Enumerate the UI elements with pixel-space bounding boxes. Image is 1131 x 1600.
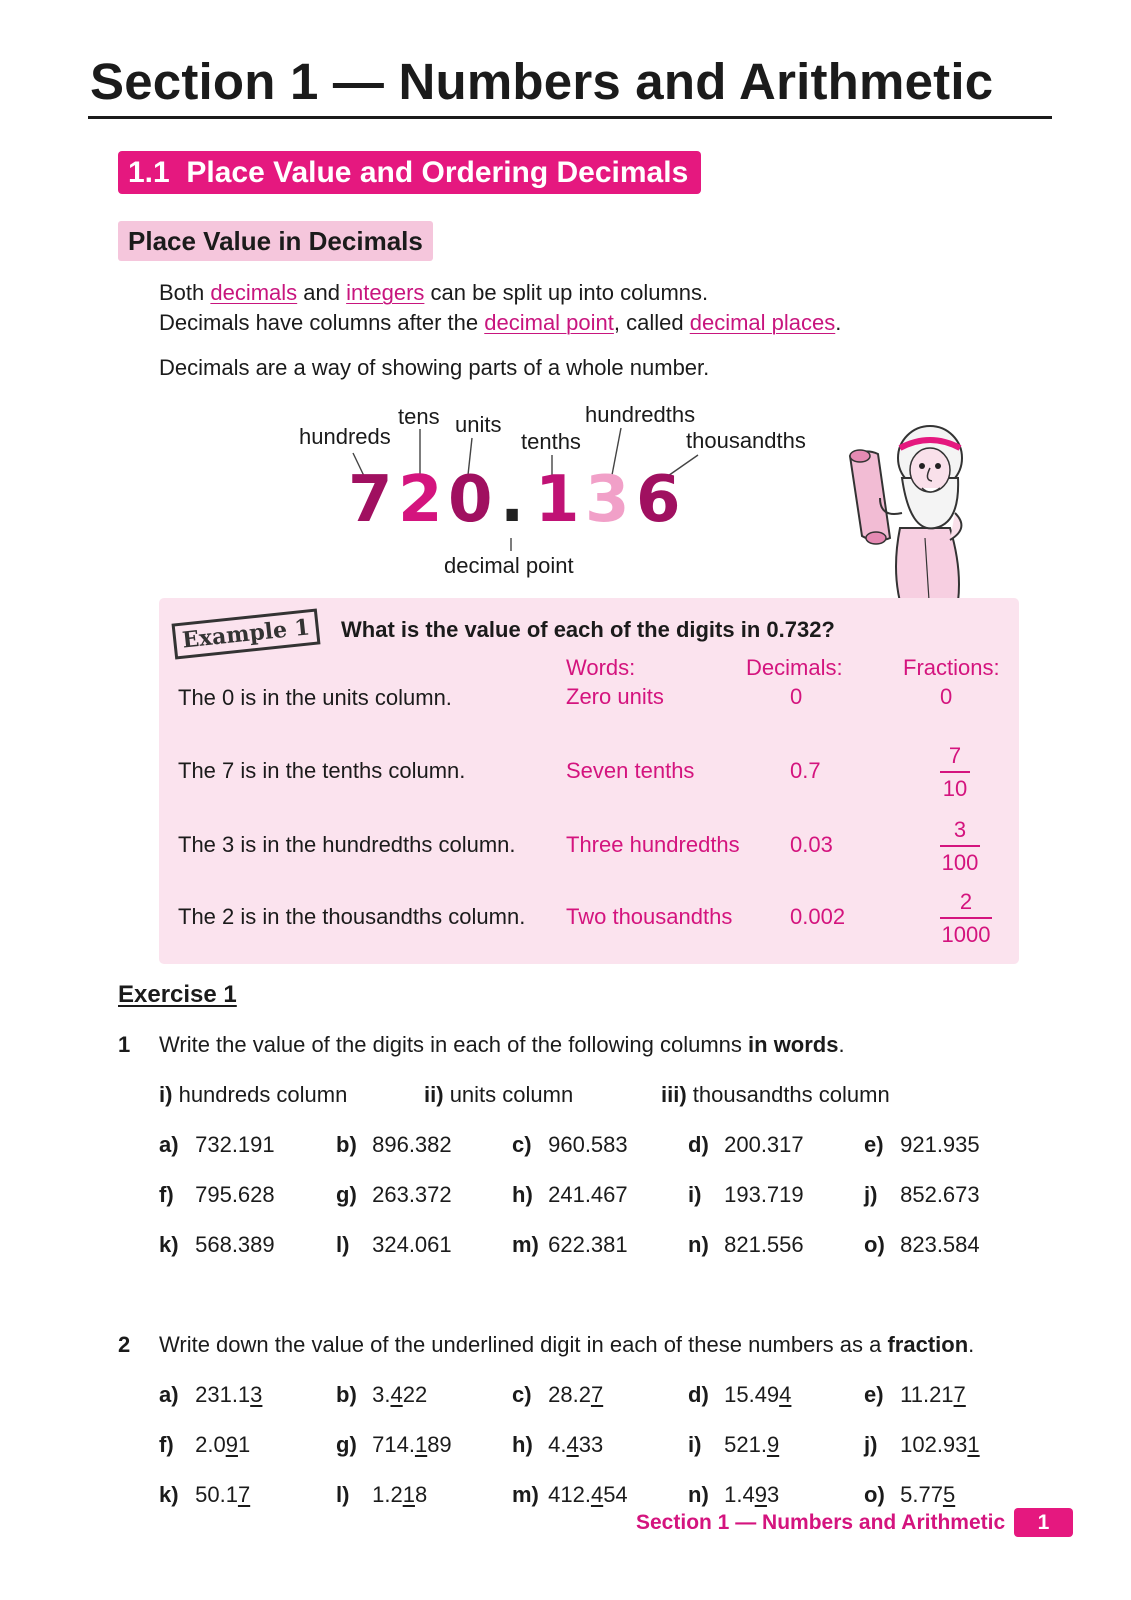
example-row-text: The 0 is in the units column.: [178, 685, 452, 710]
subsection-banner: 1.1 Place Value and Ordering Decimals: [118, 151, 701, 194]
exercise-item: j) 102.931: [864, 1432, 980, 1457]
digit-tens: 2: [398, 463, 443, 537]
exercise-item: d) 15.494: [688, 1382, 792, 1407]
exercise-heading: Exercise 1: [118, 981, 237, 1008]
question-number: 1: [118, 1032, 131, 1057]
example-row-text: The 7 is in the tenths column.: [178, 758, 466, 783]
integers-link[interactable]: integers: [346, 280, 425, 305]
digit-thousandths: 6: [636, 463, 681, 537]
example-row-fraction: 2 1000: [941, 889, 991, 947]
footer-section-title: Section 1 — Numbers and Arithmetic: [636, 1511, 1006, 1534]
digit-units: 0: [448, 463, 493, 537]
example-row-decimal: 0: [790, 684, 803, 709]
example-row-words: Seven tenths: [566, 758, 695, 783]
decimals-link[interactable]: decimals: [210, 280, 298, 305]
example-row-decimal: 0.002: [790, 904, 846, 929]
exercise-item: j) 852.673: [864, 1182, 980, 1207]
exercise-item: h) 4.433: [512, 1432, 604, 1457]
section-title: Section 1 — Numbers and Arithmetic: [90, 53, 994, 110]
decimal-places-link[interactable]: decimal places: [689, 310, 836, 335]
example-row-words: Three hundredths: [566, 832, 740, 857]
exercise-item: c) 960.583: [512, 1132, 628, 1157]
exercise-item: b) 3.422: [336, 1382, 428, 1407]
exercise-item: e) 11.217: [864, 1382, 966, 1407]
label-hundreds: hundreds: [299, 424, 391, 449]
label-tens: tens: [398, 404, 440, 429]
intro-line-1: Both decimals and integers can be split up into columns.: [159, 280, 709, 305]
exercise-item: n) 821.556: [688, 1232, 804, 1257]
exercise-item: k) 568.389: [159, 1232, 275, 1257]
exercise-item: l) 1.218: [336, 1482, 428, 1507]
intro-line-2: Decimals have columns after the decimal point, called decimal places.: [159, 310, 842, 335]
label-units: units: [455, 412, 502, 437]
example-row-text: The 2 is in the thousandths column.: [178, 904, 526, 929]
question-text: Write down the value of the underlined digit in each of these numbers as a fraction.: [159, 1332, 975, 1357]
exercise-item: b) 896.382: [336, 1132, 452, 1157]
question-part: iii) thousandths column: [661, 1082, 890, 1107]
label-tenths: tenths: [521, 429, 581, 454]
example-question: What is the value of each of the digits in 0.732?: [341, 617, 835, 642]
exercise-item: h) 241.467: [512, 1182, 628, 1207]
example-row-decimal: 0.7: [790, 758, 821, 783]
digit-point: .: [500, 463, 525, 537]
exercise-item: e) 921.935: [864, 1132, 980, 1157]
exercise-item: a) 231.13: [159, 1382, 263, 1407]
question-text: Write the value of the digits in each of the following columns in words.: [159, 1032, 845, 1057]
exercise-item: m) 622.381: [512, 1232, 628, 1257]
example-row-words: Two thousandths: [566, 904, 733, 929]
exercise-item: f) 795.628: [159, 1182, 275, 1207]
page-number-badge: 1: [1014, 1508, 1073, 1537]
exercise-item: i) 193.719: [688, 1182, 804, 1207]
digit-tenths: 1: [535, 463, 580, 537]
example-row-words: Zero units: [566, 684, 664, 709]
exercise-item: g) 263.372: [336, 1182, 452, 1207]
decimal-point-link[interactable]: decimal point: [484, 310, 614, 335]
exercise-item: k) 50.17: [159, 1482, 251, 1507]
exercise-item: f) 2.091: [159, 1432, 251, 1457]
exercise-item: c) 28.27: [512, 1382, 604, 1407]
exercise-item: i) 521.9: [688, 1432, 780, 1457]
exercise-item: a) 732.191: [159, 1132, 275, 1157]
exercise-item: n) 1.493: [688, 1482, 780, 1507]
exercise-item: o) 823.584: [864, 1232, 980, 1257]
exercise-item: g) 714.189: [336, 1432, 452, 1457]
example-row-fraction: 0: [940, 684, 953, 709]
header-fractions: Fractions:: [903, 655, 1000, 680]
intro-line-3: Decimals are a way of showing parts of a whole number.: [159, 355, 710, 380]
exercise-item: m) 412.454: [512, 1482, 628, 1507]
example-row-text: The 3 is in the hundredths column.: [178, 832, 516, 857]
example-row-decimal: 0.03: [790, 832, 833, 857]
exercise-item: l) 324.061: [336, 1232, 452, 1257]
example-stamp: Example 1: [172, 608, 321, 659]
exercise-item: d) 200.317: [688, 1132, 804, 1157]
example-row-fraction: 7 10: [940, 742, 970, 802]
topic-banner: Place Value in Decimals: [118, 221, 433, 261]
exercise-item: o) 5.775: [864, 1482, 956, 1507]
question-part: ii) units column: [424, 1082, 574, 1107]
example-row-fraction: 3 100: [941, 817, 979, 875]
question-number: 2: [118, 1332, 131, 1357]
question-part: i) hundreds column: [159, 1082, 348, 1107]
label-hundredths: hundredths: [585, 402, 696, 427]
label-decimal-point: decimal point: [444, 553, 574, 578]
digit-hundreds: 7: [348, 463, 393, 537]
label-thousandths: thousandths: [686, 428, 806, 453]
header-words: Words:: [566, 655, 636, 680]
digit-hundredths: 3: [585, 463, 630, 537]
header-decimals: Decimals:: [746, 655, 843, 680]
